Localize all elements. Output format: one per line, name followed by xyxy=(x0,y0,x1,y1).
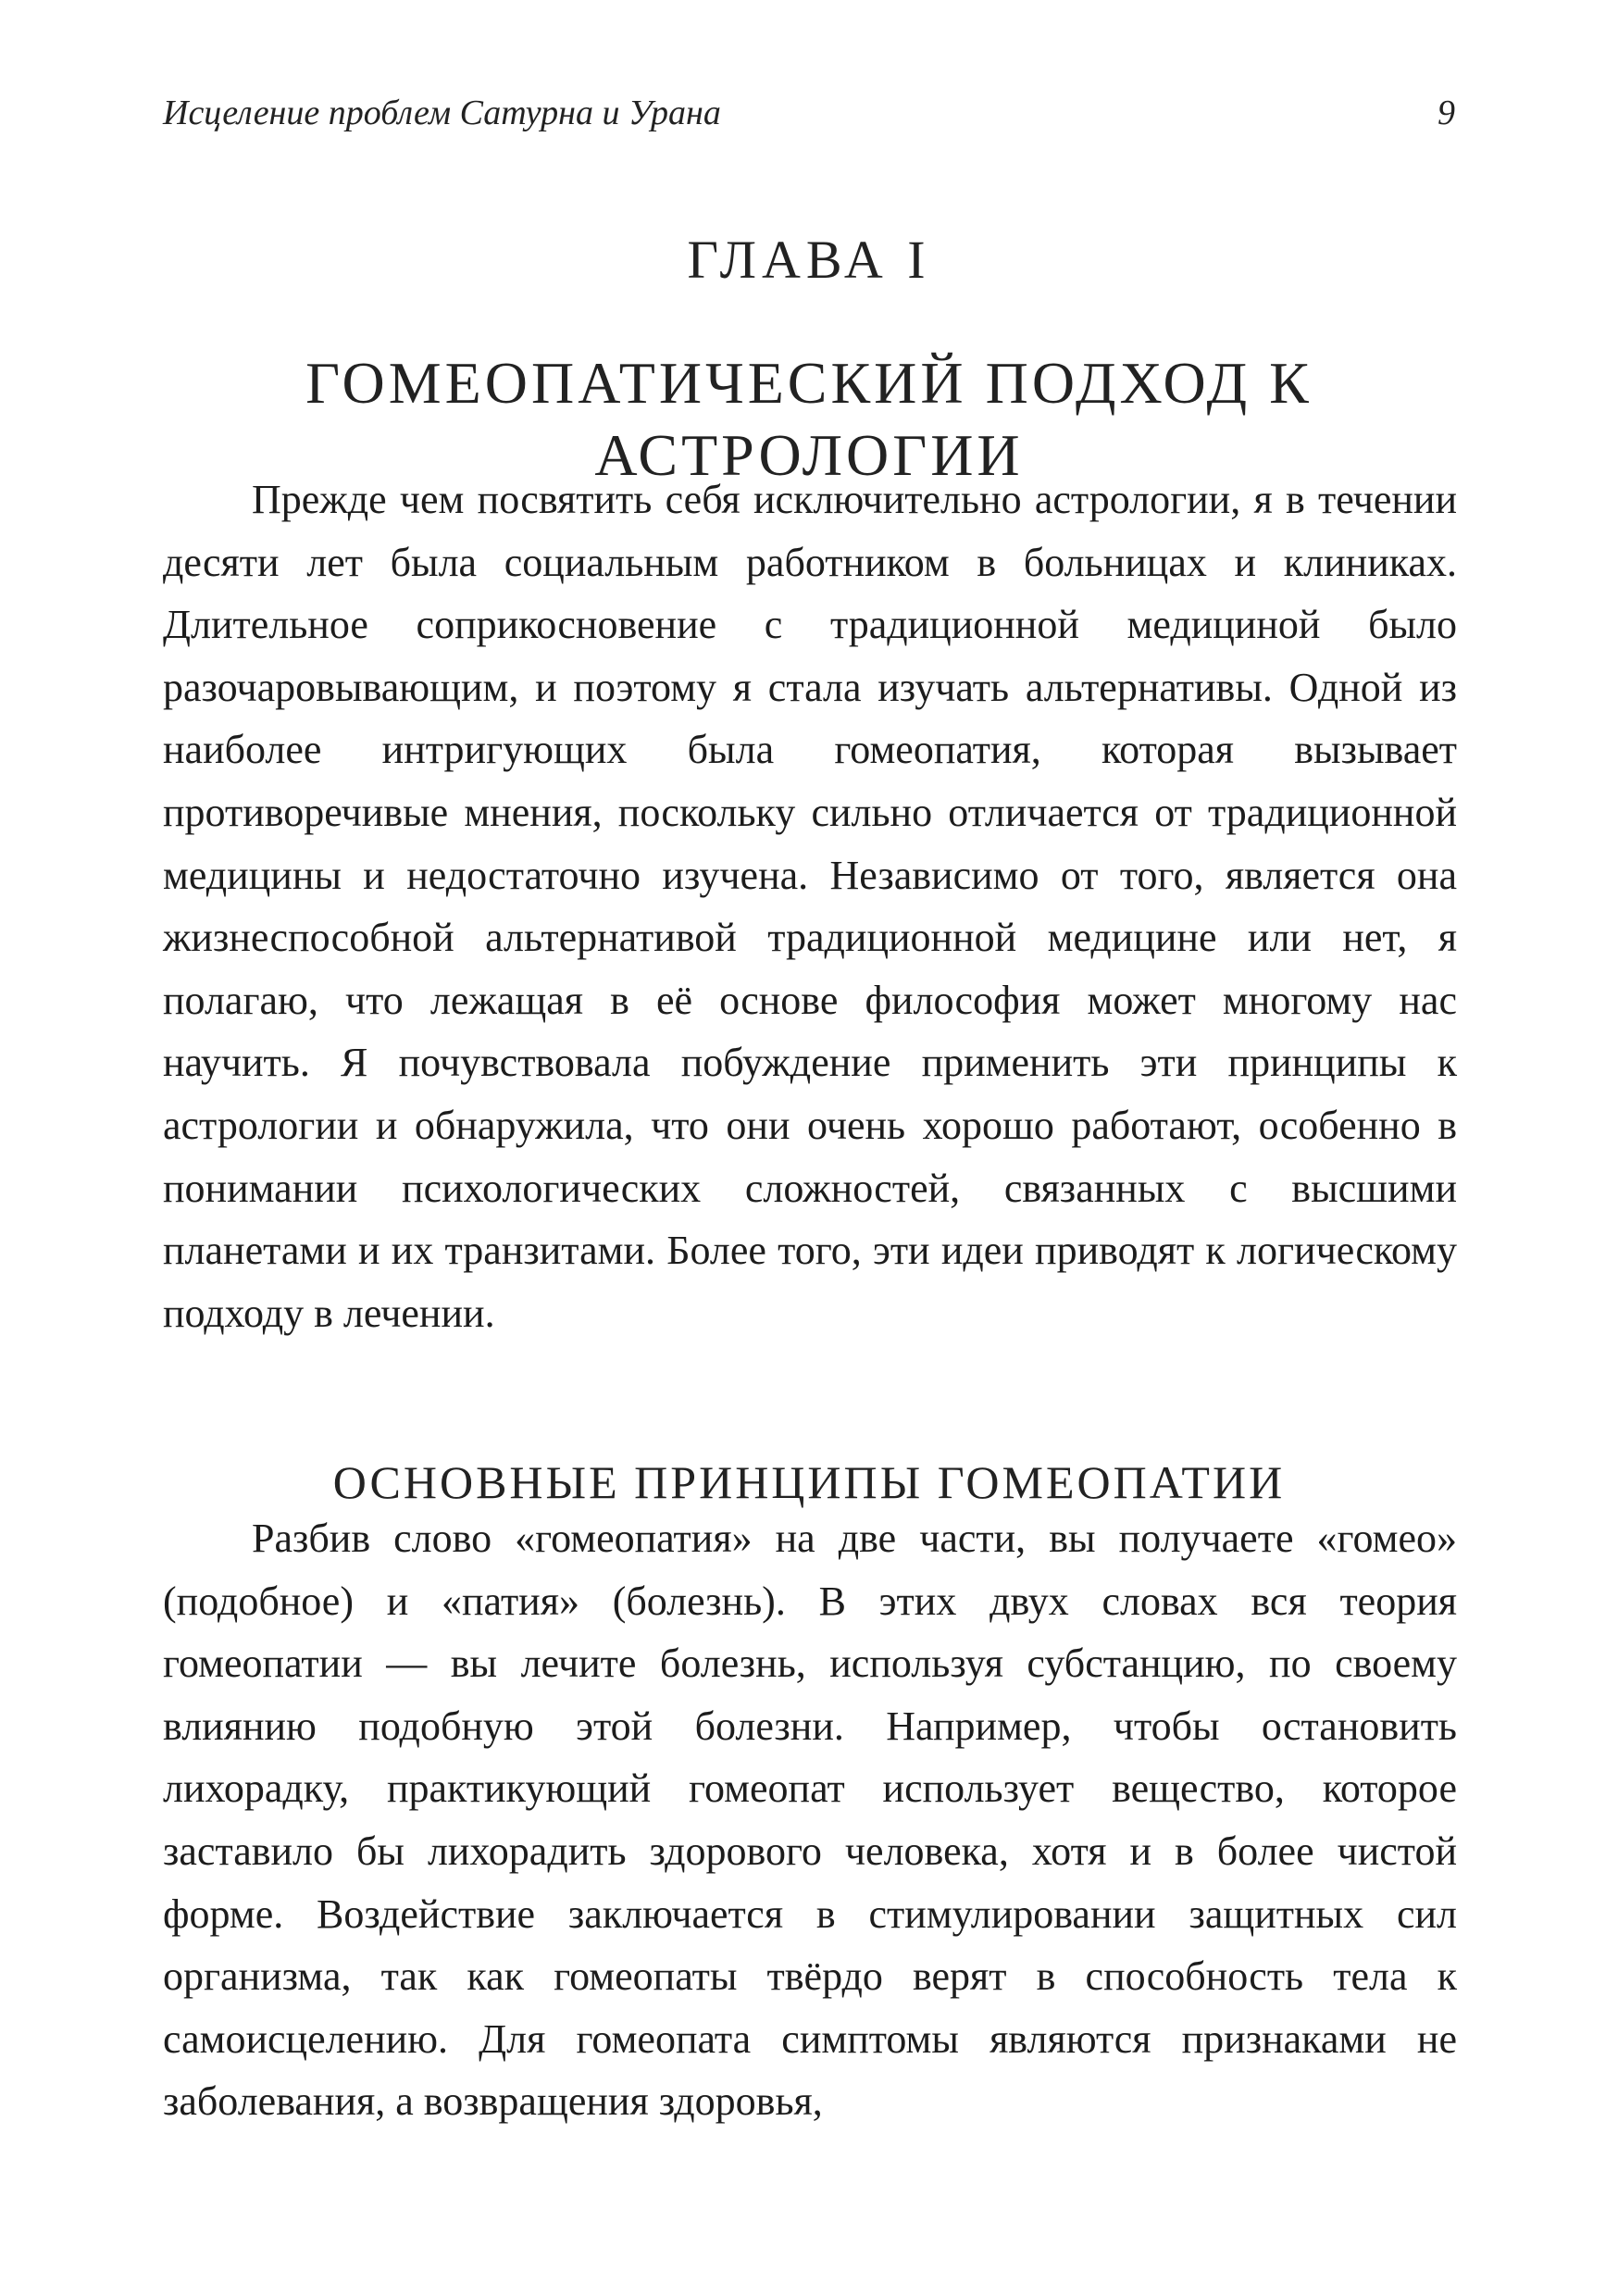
section-heading: ОСНОВНЫЕ ПРИНЦИПЫ ГОМЕОПАТИИ xyxy=(332,1456,1286,1508)
page-number: 9 xyxy=(1438,94,1455,132)
body-text-section xyxy=(163,1507,1457,2133)
chapter-title: ГОМЕОПАТИЧЕСКИЙ ПОДХОД К АСТРОЛОГИИ xyxy=(305,350,1313,489)
running-head-title: Исцеление проблем Сатурна и Урана xyxy=(163,94,721,132)
body-text-intro xyxy=(163,468,1457,1344)
paragraph: Разбив слово «гомеопатия» на две части, вы получаете «гомео» (подобное) и «патия» (болезнь). В этих двух словах вся теория гомеопатии — вы лечите болезнь, используя субстанцию, по своему влиянию подобную этой болезни. Например, чтобы остановить лихорадку, практикующий гомеопат использует вещество, которое заставило бы лихорадить здорового человека, хотя и в более чистой форме. Воздействие заключается в стимулировании защитных сил организма, так как гомеопаты твёрдо верят в способность тела к самоисцелению. Для гомеопата симптомы являются признаками не заболевания, а возвращения здоровья, xyxy=(163,1516,1457,2125)
paragraph: Прежде чем посвятить себя исключительно астрологии, я в течении десяти лет была социальным работником в больницах и клиниках. Длительное соприкосновение с традиционной медициной было разочаровывающим, и поэтому я стала изучать альтернативы. Одной из наиболее интригующих была гомеопатия, которая вызывает противоречивые мнения, поскольку сильно отличается от традиционной медицины и недостаточно изучена. Независимо от того, является она жизнеспособной альтернативой традиционной медицине или нет, я полагаю, что лежащая в её основе философия может многому нас научить. Я почувствовала побуждение применить эти принципы к астрологии и обнаружила, что они очень хорошо работают, особенно в понимании психологических сложностей, связанных с высшими планетами и их транзитами. Более того, эти идеи приводят к логическому подходу в лечении. xyxy=(163,477,1457,1336)
running-head xyxy=(163,93,1455,148)
chapter-label: ГЛАВА I xyxy=(687,229,931,290)
